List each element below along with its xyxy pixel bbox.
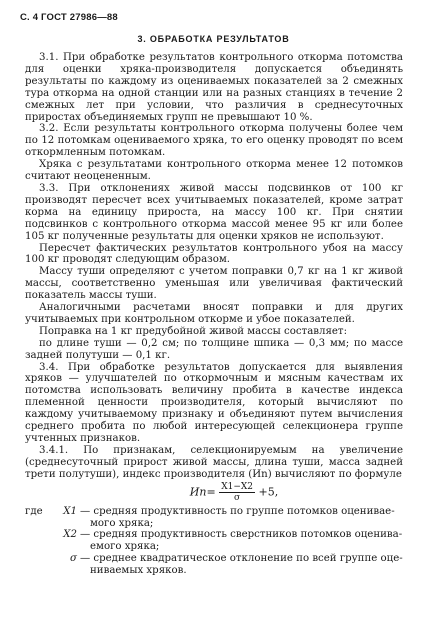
definition-text xyxy=(80,529,403,553)
page-header: С. 4 ГОСТ 27986—88 xyxy=(20,12,118,23)
formula-definitions xyxy=(25,506,403,577)
formula-denominator: σ xyxy=(234,492,241,503)
paragraph-3-3-correction: Поправка на 1 кг предубойной живой массы составляет: xyxy=(39,325,347,337)
paragraph-3-3-similar: Аналогичными расчетами вносят поправки и для других учитываемых при контрольном откорме и убое показателей. xyxy=(25,302,403,325)
definition-line-cont: мого хряка; xyxy=(90,517,154,529)
paragraph-3-3-recalc: Пересчет фактических результатов контрольного убоя на массу 100 кг проводят следующим образом. xyxy=(25,242,403,266)
paragraph-3-2-note: Хряка с результатами контрольного откорма менее 12 потомков считают неоцененным. xyxy=(25,159,403,183)
definition-item xyxy=(25,506,403,530)
paragraph-3-3-carcass: Массу туши определяют с учетом поправки 0,7 кг на 1 кг живой массы, соответственно уменьшая или увеличивая фактический показатель массы туши. xyxy=(25,266,403,302)
section-title: 3. ОБРАБОТКА РЕЗУЛЬТАТОВ xyxy=(137,34,290,44)
paragraph-3-1: 3.1. При обработке результатов контрольного откорма потомства для оценки хряка-производителя допускается объединять результаты по каждому из оцениваемых показателей за 2 смежных тура откорма на одной станции или на разных станциях в течение 2 смежных лет при условии, что различия в среднесуточных приростах объединяемых групп не превышают 10 %. xyxy=(25,52,403,123)
formula-fraction xyxy=(219,482,255,503)
paragraph-3-3: 3.3. При отклонениях живой массы подсвинков от 100 кг производят пересчет всех учитываемых показателей, кроме затрат корма на единицу прироста, на массу 100 кг. При снятии подсвинков с контрольного откорма массой менее 95 кг или более 105 кг полученные результаты для оценки хряков не используют. xyxy=(25,182,403,242)
formula-tail: +5, xyxy=(258,485,279,499)
formula-lhs: Иn= xyxy=(189,485,216,499)
definition-line: — средняя продуктивность сверстников потомков оценива- xyxy=(80,529,403,541)
definition-text xyxy=(80,506,403,530)
paragraph-3-4: 3.4. При обработке результатов допускается для выявления хряков — улучшателей по откормочным и мясным качествам их потомства использовать величину пробита в качестве индекса племенной ценности производителя, который вычисляют по каждому учитываемому признаку и объединяют путем вычисления среднего пробита по любой интересующей селекционера группе учтенных признаков. xyxy=(25,361,403,444)
definition-text xyxy=(80,553,403,577)
definition-symbol: σ xyxy=(70,553,77,565)
definition-lead: где xyxy=(25,505,43,517)
definition-symbol: X1 xyxy=(63,505,77,517)
definition-line: — средняя продуктивность по группе потомков оценивае- xyxy=(80,505,395,517)
definition-line-cont: емого хряка; xyxy=(90,541,160,553)
index-formula xyxy=(65,482,403,503)
formula-numerator: X1−X2 xyxy=(221,481,253,492)
document-body xyxy=(25,52,403,577)
paragraph-3-3-values: по длине туши — 0,2 см; по толщине шпика — 0,3 мм; по массе задней полутуши — 0,1 кг. xyxy=(25,337,403,361)
definition-item xyxy=(25,553,403,577)
definition-line-cont: ниваемых хряков. xyxy=(90,565,187,577)
paragraph-3-2: 3.2. Если результаты контрольного откорма получены более чем по 12 потомкам оцениваемого хряка, то его оценку проводят по всем откормленным потомкам. xyxy=(25,123,403,159)
paragraph-3-4-1: 3.4.1. По признакам, селекционируемым на увеличение (среднесуточный прирост живой массы, длина туши, масса задней трети полутуши), индекс производителя (Иn) вычисляют по формуле xyxy=(25,444,403,480)
definition-item xyxy=(25,529,403,553)
definition-line: — среднее квадратическое отклонение по всей группе оце- xyxy=(80,553,403,565)
definition-symbol: X2 xyxy=(63,529,77,541)
